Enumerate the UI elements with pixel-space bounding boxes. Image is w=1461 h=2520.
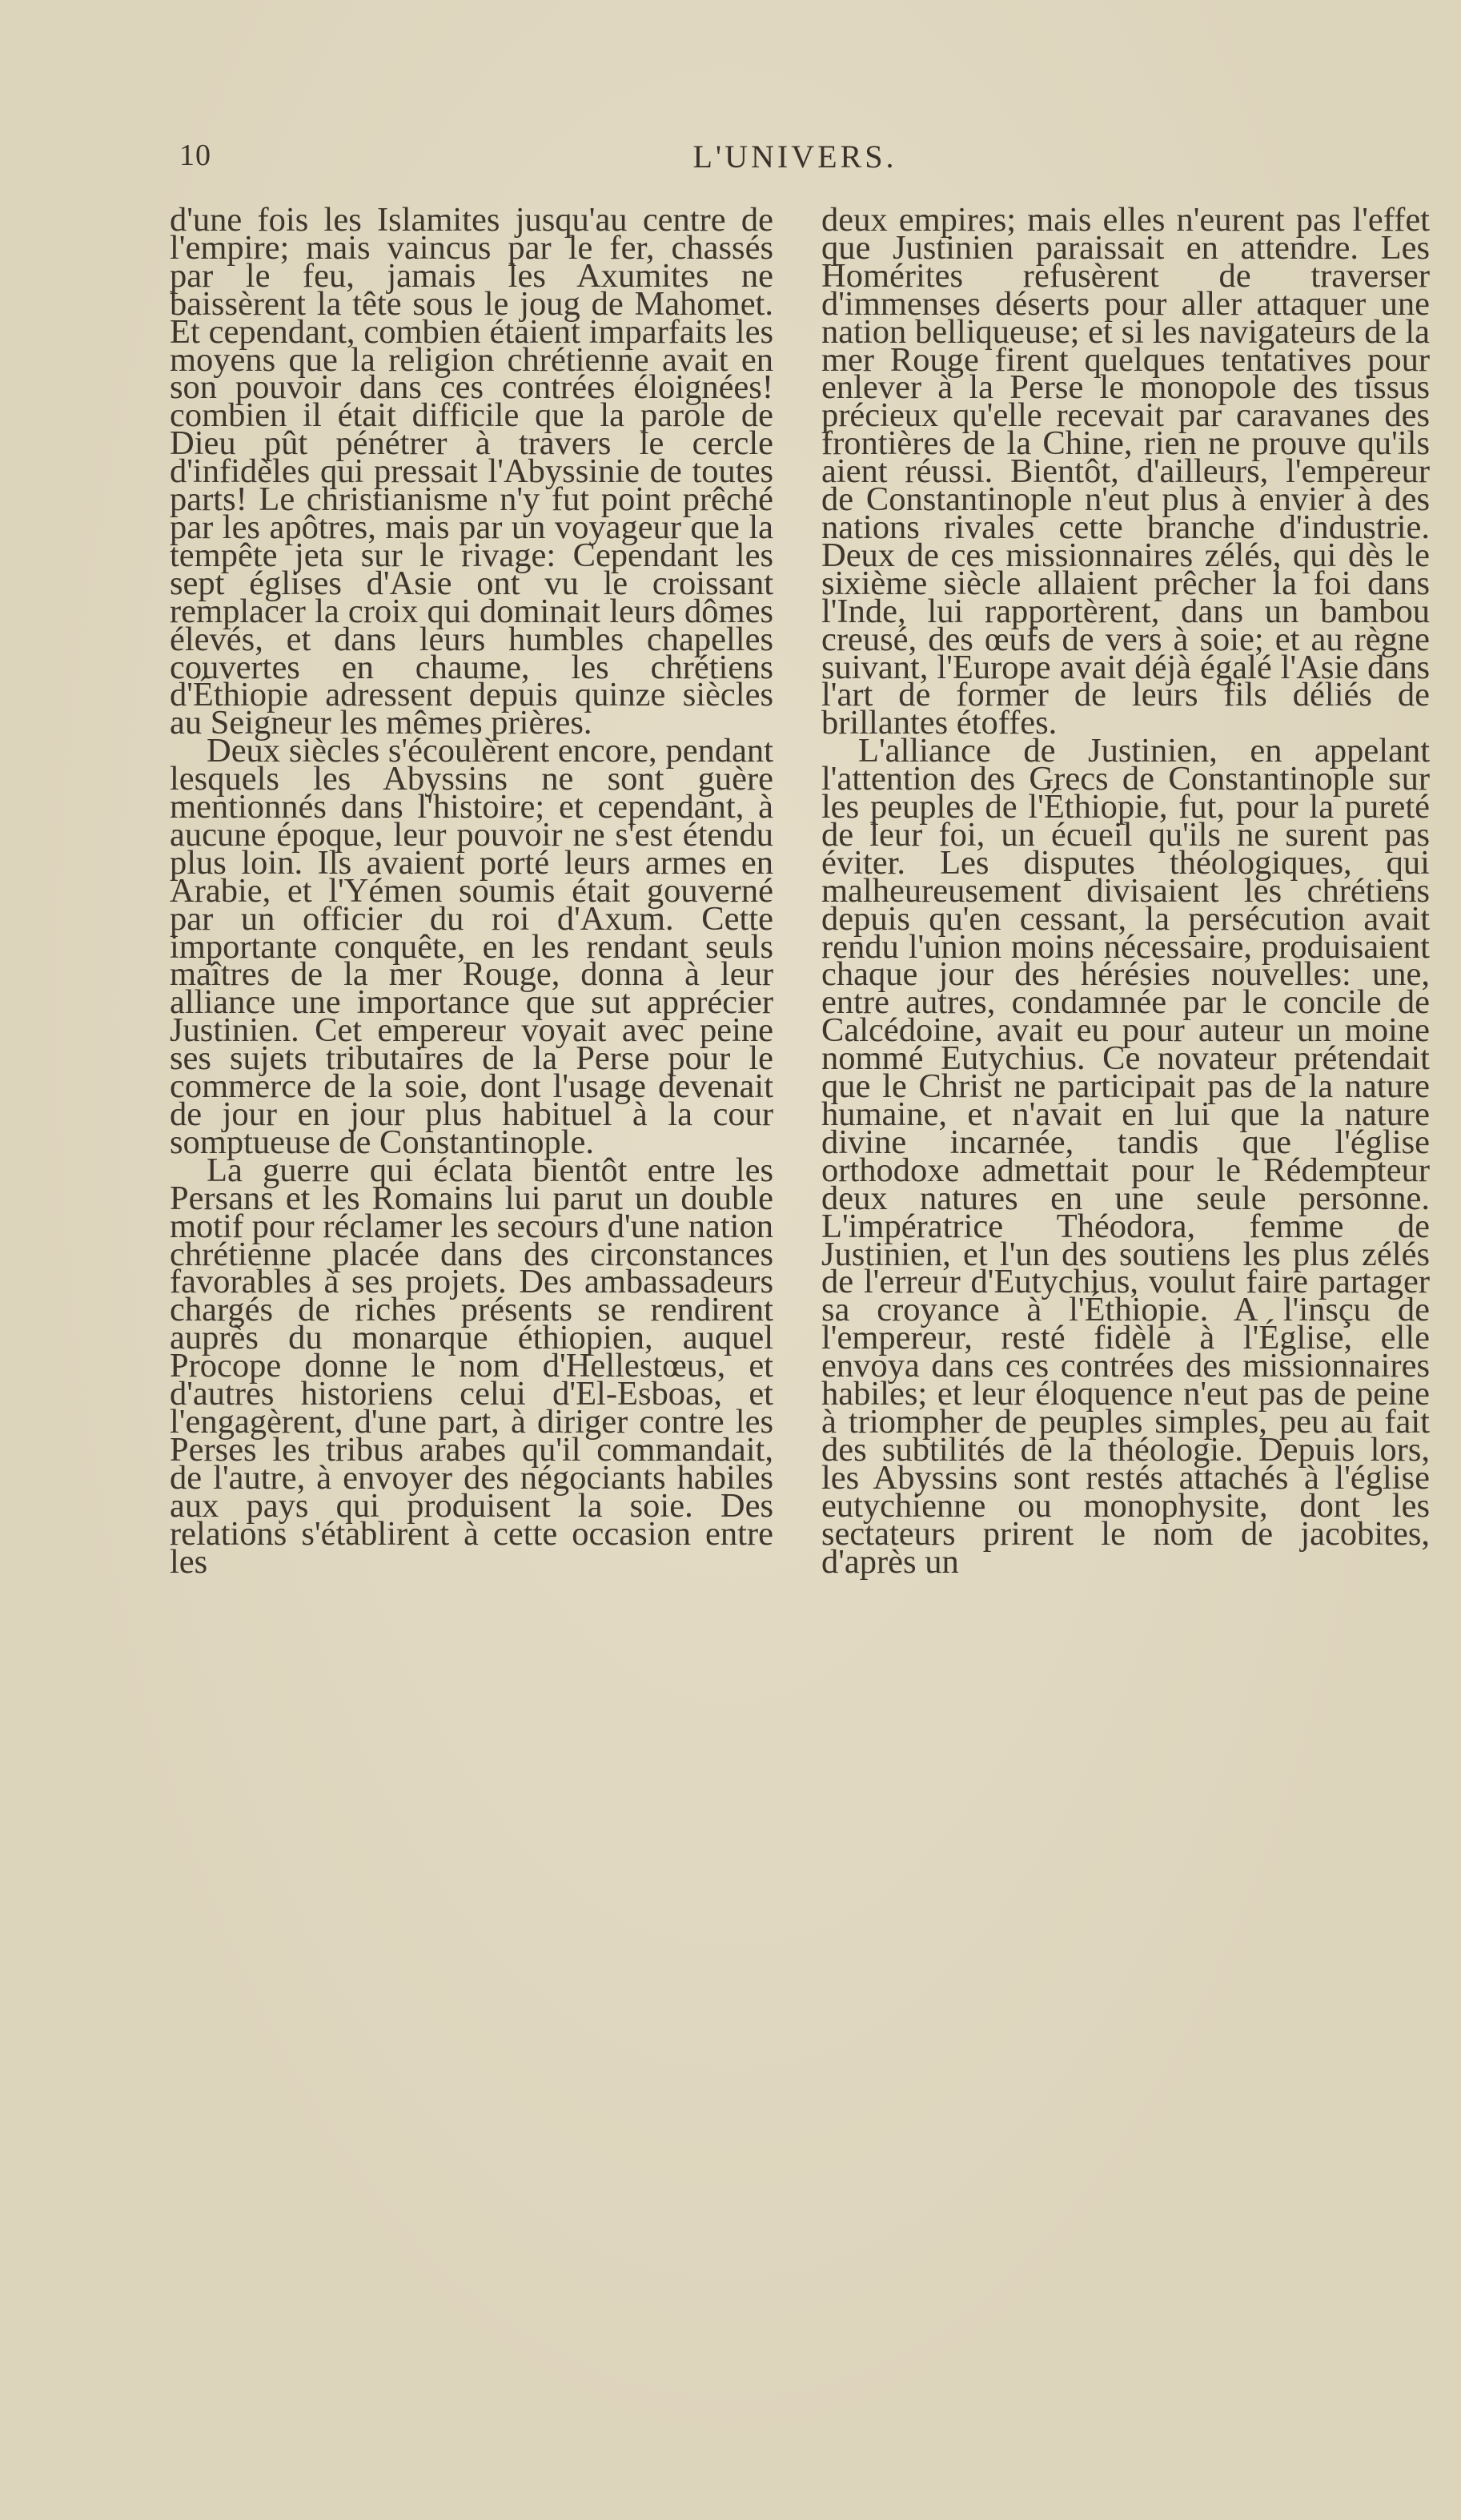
paragraph: d'une fois les Islamites jusqu'au centre de l'empire; mais vaincus par le fer, chassés par le feu, jamais les Axumites ne baissèrent la tête sous le joug de Mahomet. Et cependant, combien étaient imparfaits les moyens que la religion chrétienne avait en son pouvoir dans ces contrées éloignées! combien il était difficile que la parole de Dieu pût pénétrer à travers le cercle d'infidèles qui pressait l'Abyssinie de toutes parts! Le christianisme n'y fut point prêché par les apôtres, mais par un voyageur que la tempête jeta sur le rivage: Cependant les sept églises d'Asie ont vu le croissant remplacer la croix qui dominait leurs dômes élevés, et dans leurs humbles chapelles couvertes en chaume, les chrétiens d'Éthiopie adressent depuis quinze siècles au Seigneur les mêmes prières.: [170, 201, 773, 742]
left-column: [170, 201, 773, 1581]
running-header: [179, 138, 1411, 186]
page-number: 10: [179, 139, 211, 172]
paragraph: La guerre qui éclata bientôt entre les Persans et les Romains lui parut un double motif pour réclamer les secours d'une nation chrétienne placée dans des circonstances favorables à ses projets. Des ambassadeurs chargés de riches présents se rendirent auprès du monarque éthiopien, auquel Procope donne le nom d'Hellestœus, et d'autres historiens celui d'El-Esboas, et l'engagèrent, d'une part, à diriger contre les Perses les tribus arabes qu'il commandait, de l'autre, à envoyer des négociants habiles aux pays qui produisent la soie. Des relations s'établirent à cette occasion entre les: [170, 1151, 773, 1581]
right-column: [821, 201, 1430, 1581]
running-title: L'UNIVERS.: [692, 139, 897, 175]
paragraph: Deux siècles s'écoulèrent encore, pendant lesquels les Abyssins ne sont guère mentionnés dans l'histoire; et cependant, à aucune époque, leur pouvoir ne s'est étendu plus loin. Ils avaient porté leurs armes en Arabie, et l'Yémen soumis était gouverné par un officier du roi d'Axum. Cette importante conquête, en les rendant seuls maîtres de la mer Rouge, donna à leur alliance une importance que sut apprécier Justinien. Cet empereur voyait avec peine ses sujets tributaires de la Perse pour le commerce de la soie, dont l'usage devenait de jour en jour plus habituel à la cour somptueuse de Constantinople.: [170, 732, 773, 1161]
paragraph: L'alliance de Justinien, en appelant l'attention des Grecs de Constantinople sur les peuples de l'Éthiopie, fut, pour la pureté de leur foi, un écueil qu'ils ne surent pas éviter. Les disputes théologiques, qui malheureusement divisaient les chrétiens depuis qu'en cessant, la persécution avait rendu l'union moins nécessaire, produisaient chaque jour des hérésies nouvelles: une, entre autres, condamnée par le concile de Calcédoine, avait eu pour auteur un moine nommé Eutychius. Ce novateur prétendait que le Christ ne participait pas de la nature humaine, et n'avait en lui que la nature divine incarnée, tandis que l'église orthodoxe admettait pour le Rédempteur deux natures en une seule personne. L'impératrice Théodora, femme de Justinien, et l'un des soutiens les plus zélés de l'erreur d'Eutychius, voulut faire partager sa croyance à l'Éthiopie. A l'insçu de l'empereur, resté fidèle à l'Église, elle envoya dans ces contrées des missionnaires habiles; et leur éloquence n'eut pas de peine à triompher de peuples simples, peu au fait des subtilités de la théologie. Depuis lors, les Abyssins sont restés attachés à l'église eutychienne ou monophysite, dont les sectateurs prirent le nom de jacobites, d'après un: [821, 732, 1430, 1581]
paragraph: deux empires; mais elles n'eurent pas l'effet que Justinien paraissait en attendre. Les Homérites refusèrent de traverser d'immenses déserts pour aller attaquer une nation belliqueuse; et si les navigateurs de la mer Rouge firent quelques tentatives pour enlever à la Perse le monopole des tissus précieux qu'elle recevait par caravanes des frontières de la Chine, rien ne prouve qu'ils aient réussi. Bientôt, d'ailleurs, l'empereur de Constantinople n'eut plus à envier à des nations rivales cette branche d'industrie. Deux de ces missionnaires zélés, qui dès le sixième siècle allaient prêcher la foi dans l'Inde, lui rapportèrent, dans un bambou creusé, des œufs de vers à soie; et au règne suivant, l'Europe avait déjà égalé l'Asie dans l'art de former de leurs fils déliés de brillantes étoffes.: [821, 201, 1430, 742]
